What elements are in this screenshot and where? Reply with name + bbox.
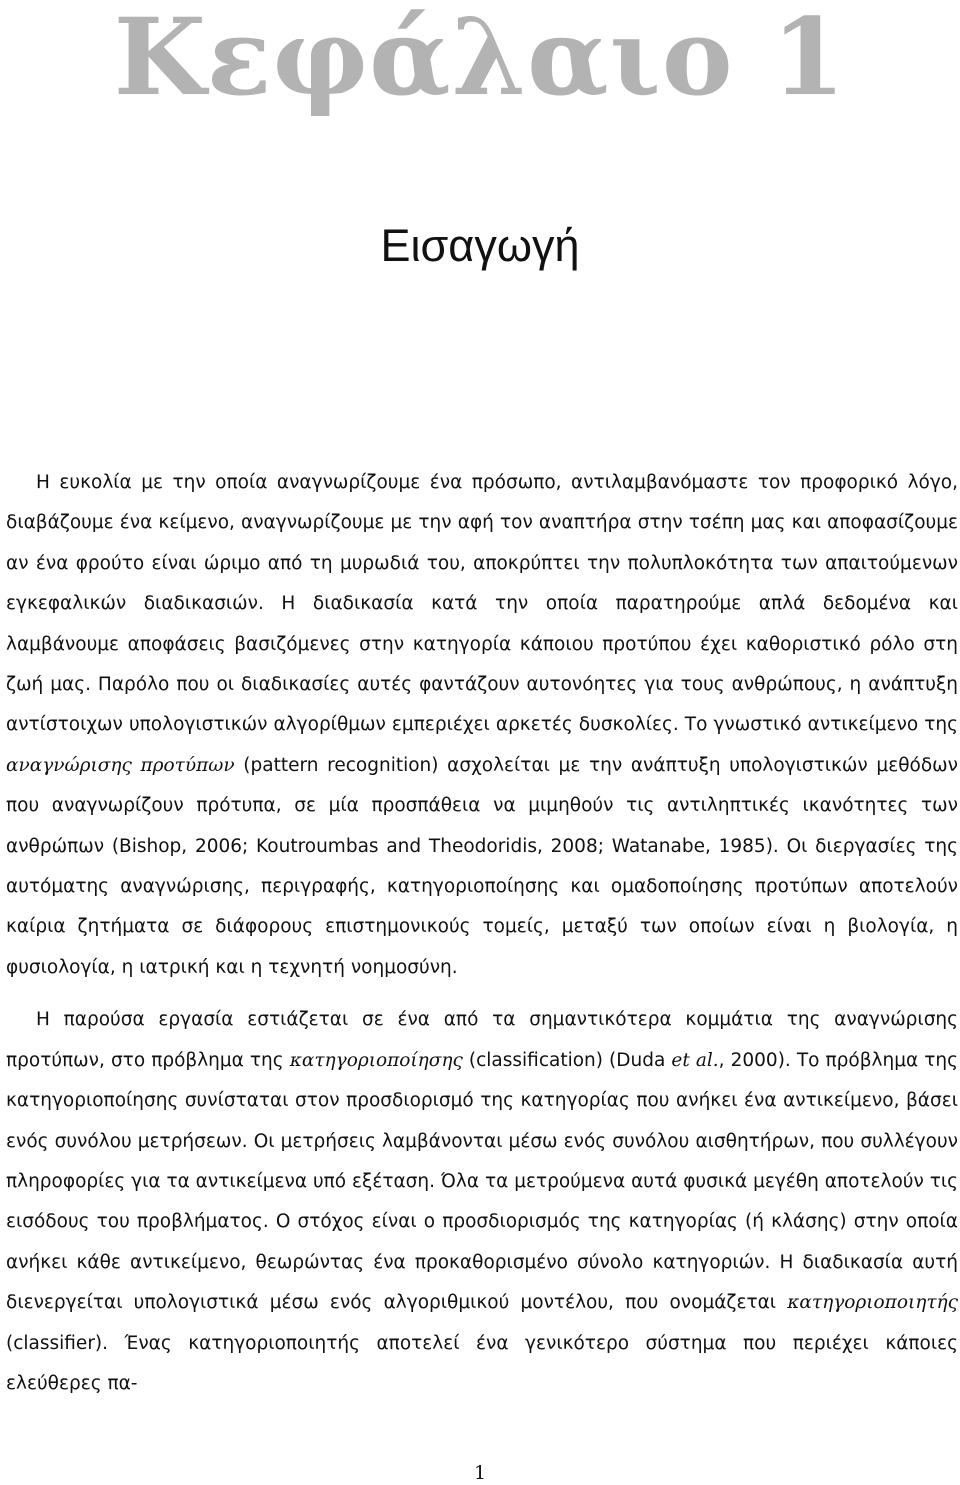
chapter-heading: Κεφάλαιο 1 — [113, 0, 847, 119]
text-run: (classification) (Duda — [462, 1049, 672, 1071]
text-run: , 2000). Το πρόβλημα της κατηγοριοποίησης συνίσταται στον προσδιορισμό της κατηγορίας που ανήκει ένα αντικείμενο, βάσει ενός συνόλου μετρήσεων. Οι μετρήσεις λαμβάνονται μέσω ενός συνόλου αισθητήρων, που συλλέγουν πληροφορίες για τα αντικείμενα υπό εξέταση. Όλα τα μετρούμενα αυτά φυσικά μεγέθη αποτελούν τις εισόδους του προβλήματος. Ο στόχος είναι ο προσδιορισμός της κατηγορίας (ή κλάσης) στην οποία ανήκει κάθε αντικείμενο, θεωρώντας ένα προκαθορισμένο σύνολο κατηγοριών. Η διαδικασία αυτή διενεργείται υπολογιστικά μέσω ενός αλγοριθμικού μοντέλου, που ονομάζεται — [6, 1049, 958, 1314]
text-run: Η ευκολία με την οποία αναγνωρίζουμε ένα πρόσωπο, αντιλαμβανόμαστε τον προφορικό λόγο, διαβάζουμε ένα κείμενο, αναγνωρίζουμε με την αφή τον αναπτήρα στην τσέπη μας και αποφασίζουμε αν ένα φρούτο είναι ώριμο από τη μυρωδιά του, αποκρύπτει την πολυπλοκότητα των απαιτούμενων εγκεφαλικών διαδικασιών. Η διαδικασία κατά την οποία παρατηρούμε απλά δεδομένα και λαμβάνουμε αποφάσεις βασιζόμενες στην κατηγορία κάποιου προτύπου έχει καθοριστικό ρόλο στη ζωή μας. Παρόλο που οι διαδικασίες αυτές φαντάζουν αυτονόητες για τους ανθρώπους, η ανάπτυξη αντίστοιχων υπολογιστικών αλγορίθμων εμπεριέχει αρκετές δυσκολίες. Το γνωστικό αντικείμενο της — [6, 472, 958, 736]
text-run: (pattern recognition) ασχολείται με την ανάπτυξη υπολογιστικών μεθόδων που αναγνωρίζουν πρότυπα, σε μία προσπάθεια να μιμηθούν τις αντιληπτικές ικανότητες των ανθρώπων (Bishop, 2006; Koutroumbas and Theodoridis, 2008; Watanabe, 1985). Οι διεργασίες της αυτόματης αναγνώρισης, περιγραφής, κατηγοριοποίησης και ομαδοποίησης προτύπων αποτελούν καίρια ζητήματα σε διάφορους επιστημονικούς τομείς, μεταξύ των οποίων είναι η βιολογία, η φυσιολογία, η ιατρική και η τεχνητή νοημοσύνη. — [6, 754, 958, 978]
text-run: Η παρούσα εργασία εστιάζεται σε ένα από τα σημαντικότερα κομμάτια της αναγνώρισης προτύπων, στο πρόβλημα της — [6, 1009, 958, 1071]
paragraph — [6, 1000, 958, 1404]
page-number: 1 — [473, 1462, 487, 1484]
italic-term: αναγνώρισης προτύπων — [6, 754, 235, 776]
section-title: Εισαγωγή — [380, 220, 580, 271]
text-run: (classifier). Ένας κατηγοριοποιητής αποτελεί ένα γενικότερο σύστημα που περιέχει κάποιες ελεύθερες πα- — [6, 1332, 958, 1394]
italic-term: κατηγοριοποίησης — [289, 1049, 463, 1071]
paragraph — [6, 463, 958, 988]
body-text — [6, 463, 958, 1404]
italic-term: et al. — [671, 1049, 719, 1071]
italic-term: κατηγοριοποιητής — [787, 1292, 958, 1314]
